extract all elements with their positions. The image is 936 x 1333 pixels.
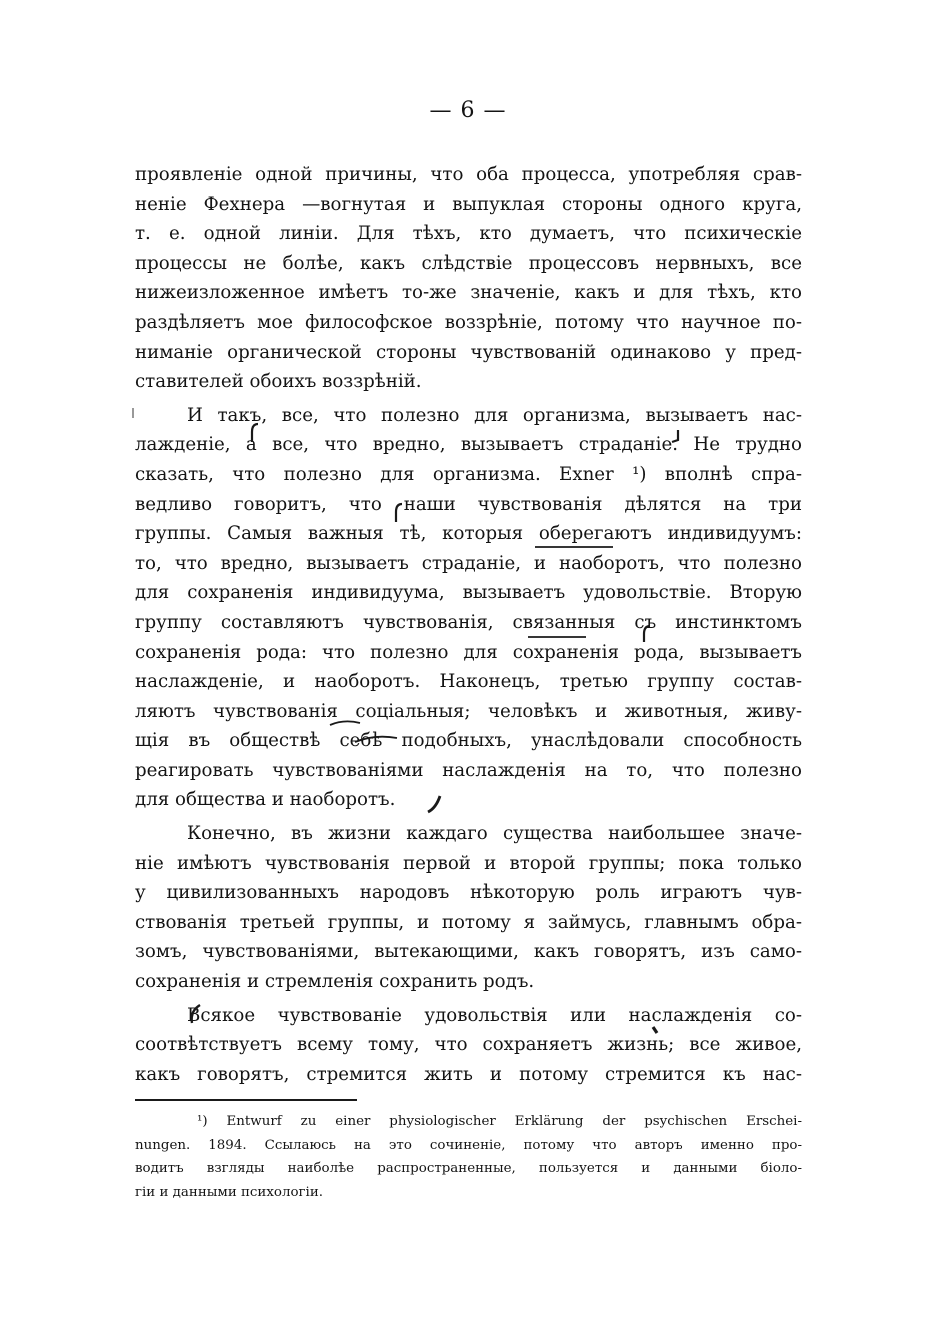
text-line: у цивилизованныхъ народовъ нѣкоторую роль играютъ чув- [135, 882, 802, 904]
text-line: Всякое чувствованіе удовольствія или наслажденія со- [187, 1004, 802, 1026]
text-line: ніе имѣютъ чувствованія первой и второй группы; пока только [135, 852, 802, 874]
text-line: ляютъ чувствованія соціальныя; человѣкъ и животныя, живу- [135, 700, 802, 722]
text-line: сохраненія рода: что полезно для сохраненія рода, вызываетъ [135, 641, 802, 663]
text-line: для общества и наоборотъ. [135, 789, 396, 811]
text-line: щія въ обществѣ себѣ подобныхъ, унаслѣдовали способность [135, 730, 802, 752]
text-line: соотвѣтствуетъ всему тому, что сохраняетъ жизнь; все живое, [135, 1034, 802, 1056]
text-line: нижеизложенное имѣетъ то-же значеніе, какъ и для тѣхъ, кто [135, 282, 802, 304]
body-text [135, 160, 802, 1089]
footnote-line: ¹) Entwurf zu einer physiologischer Erklärung der psychischen Erschei- [197, 1114, 802, 1129]
text-line: какъ говорятъ, стремится жить и потому стремится къ нас- [135, 1063, 802, 1085]
text-line: неніе Фехнера —вогнутая и выпуклая стороны одного круга, [135, 193, 802, 215]
text-line: Конечно, въ жизни каждаго существа наибольшее значе- [187, 823, 802, 845]
text-line: группы. Самыя важныя тѣ, которыя оберегаютъ индивидуумъ: [135, 523, 802, 545]
text-line: ставителей обоихъ воззрѣній. [135, 371, 422, 393]
text-line: сохраненія и стремленія сохранить родъ. [135, 971, 535, 993]
text-line: раздѣляетъ мое философское воззрѣніе, потому что научное по- [135, 311, 802, 333]
text-line: ствованія третьей группы, и потому я займусь, главнымъ обра- [135, 911, 802, 933]
text-line: наслажденіе, и наоборотъ. Наконецъ, третью группу состав- [135, 671, 802, 693]
text-line: И такъ, все, что полезно для организма, вызываетъ нас- [187, 404, 802, 426]
text-line: группу составляютъ чувствованія, связанныя съ инстинктомъ [135, 611, 802, 633]
text-line: проявленіе одной причины, что оба процесса, употребляя срав- [135, 164, 802, 185]
text-line: зомъ, чувствованіями, вытекающими, какъ говорятъ, изъ само- [135, 941, 802, 963]
text-line: для сохраненія индивидуума, вызываетъ удовольствіе. Вторую [135, 582, 802, 604]
text-line: то, что вредно, вызываетъ страданіе, и наоборотъ, что полезно [135, 552, 802, 574]
footnote-divider [135, 1099, 357, 1101]
text-line: лажденіе, а все, что вредно, вызываетъ страданіе. Не трудно [135, 434, 802, 456]
page-number: — 6 — [429, 98, 507, 123]
text-line: процессы не болѣе, какъ слѣдствіе процессовъ нервныхъ, все [135, 252, 802, 274]
text-line: ниманіе органической стороны чувствованій одинаково у пред- [135, 341, 802, 363]
text-line: реагировать чувствованіями наслажденія на то, что полезно [135, 759, 802, 781]
text-line: т. е. одной линіи. Для тѣхъ, кто думаетъ, что психическіе [135, 223, 802, 245]
text-line: ведливо говоритъ, что наши чувствованія дѣлятся на три [135, 493, 802, 515]
footnote-line: гіи и данными психологіи. [135, 1184, 324, 1200]
footnote-line: nungen. 1894. Ссылаюсь на это сочиненіе, потому что авторъ именно про- [135, 1137, 802, 1153]
text-line: сказать, что полезно для организма. Exner ¹) вполнѣ спра- [135, 463, 802, 485]
footnote-line: водитъ взгляды наиболѣе распространенные, пользуется и данными біоло- [135, 1161, 802, 1176]
footnote [135, 1110, 802, 1204]
